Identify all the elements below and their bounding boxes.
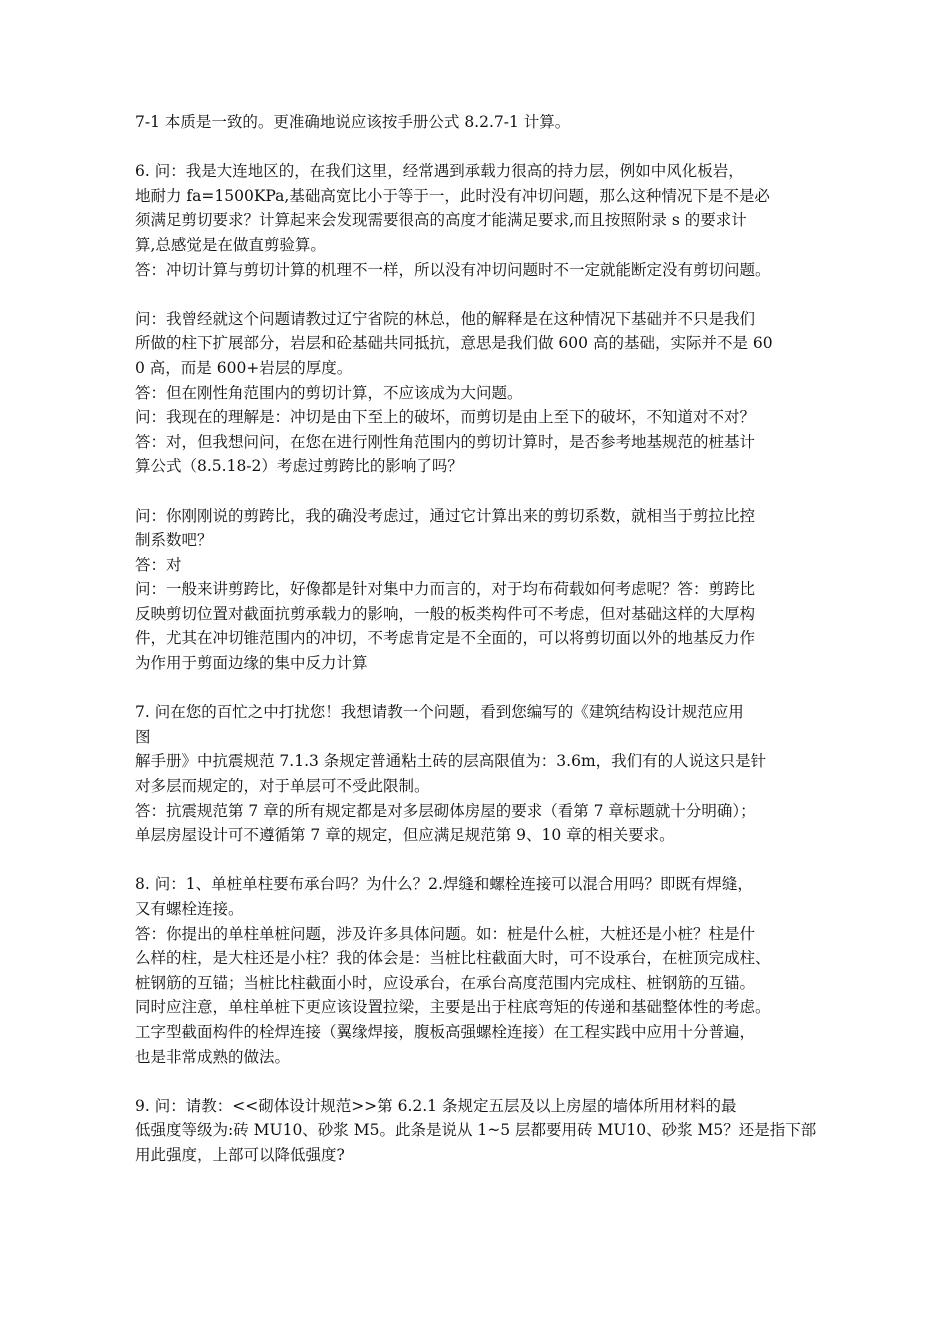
paragraph-gap: [135, 676, 825, 701]
text-line: 7. 问在您的百忙之中打扰您！我想请教一个问题，看到您编写的《建筑结构设计规范应用: [135, 703, 744, 722]
paragraph: [135, 504, 825, 676]
text-line: 问：你刚刚说的剪跨比，我的确没考虑过，通过它计算出来的剪切系数，就相当于剪拉比控: [135, 506, 756, 525]
paragraph: [135, 1094, 825, 1168]
text-line: 地耐力 fa=1500KPa,基础高宽比小于等于一，此时没有冲切问题，那么这种情况下是不是必: [135, 186, 770, 205]
text-line: 问：我现在的理解是：冲切是由下至上的破坏，而剪切是由上至下的破坏，不知道对不对？: [135, 408, 756, 427]
text-line: 算公式（8.5.18-2）考虑过剪跨比的影响了吗？: [135, 457, 463, 476]
paragraph: [135, 307, 825, 479]
document-page: [135, 110, 825, 1168]
paragraph-gap: [135, 282, 825, 307]
text-line: 用此强度，上部可以降低强度?: [135, 1145, 345, 1164]
text-line: 算,总感觉是在做直剪验算。: [135, 235, 326, 254]
text-line: 解手册》中抗震规范 7.1.3 条规定普通粘土砖的层高限值为：3.6m，我们有的人说这只是针: [135, 752, 767, 771]
text-line: 答：抗震规范第 7 章的所有规定都是对多层砌体房屋的要求（看第 7 章标题就十分明确）；: [135, 801, 756, 820]
text-line: 么样的柱，是大柱还是小柱？我的体会是：当桩比柱截面大时，可不设承台，在桩顶完成柱、: [135, 949, 771, 968]
text-line: 6. 问：我是大连地区的，在我们这里，经常遇到承载力很高的持力层，例如中风化板岩，: [135, 162, 744, 181]
paragraph: [135, 872, 825, 1069]
text-line: 答：对，但我想问问，在您在进行刚性角范围内的剪切计算时，是否参考地基规范的桩基计: [135, 432, 756, 451]
paragraph-gap: [135, 135, 825, 160]
paragraph: [135, 159, 825, 282]
text-line: 低强度等级为:砖 MU10、砂浆 M5。此条是说从 1~5 层都要用砖 MU10、砂浆 M5？还是指下部: [135, 1121, 817, 1140]
text-line: 答：但在刚性角范围内的剪切计算，不应该成为大问题。: [135, 383, 523, 402]
text-line: 同时应注意，单柱单桩下更应该设置拉梁，主要是出于柱底弯矩的传递和基础整体性的考虑。: [135, 998, 771, 1017]
text-line: 对多层而规定的，对于单层可不受此限制。: [135, 777, 430, 796]
paragraph-gap: [135, 848, 825, 873]
text-line: 为作用于剪面边缘的集中反力计算: [135, 654, 368, 673]
text-line: 8. 问：1、单桩单柱要布承台吗？为什么？2.焊缝和螺栓连接可以混合用吗？即既有焊缝，: [135, 875, 753, 894]
text-line: 问：我曾经就这个问题请教过辽宁省院的林总，他的解释是在这种情况下基础并不只是我们: [135, 309, 756, 328]
text-line: 答：对: [135, 555, 182, 574]
text-line: 反映剪切位置对截面抗剪承载力的影响，一般的板类构件可不考虑，但对基础这样的大厚构: [135, 604, 756, 623]
text-line: 所做的柱下扩展部分，岩层和砼基础共同抵抗，意思是我们做 600 高的基础，实际并不是 60: [135, 334, 773, 353]
paragraph-gap: [135, 1069, 825, 1094]
paragraph-gap: [135, 479, 825, 504]
text-line: 答：冲切计算与剪切计算的机理不一样，所以没有冲切问题时不一定就能断定没有剪切问题。: [135, 260, 771, 279]
text-line: 桩钢筋的互锚；当桩比柱截面小时，应设承台，在承台高度范围内完成柱、桩钢筋的互锚。: [135, 973, 756, 992]
text-line: 图: [135, 727, 151, 746]
paragraph: [135, 110, 825, 135]
text-line: 制系数吧？: [135, 531, 213, 550]
text-line: 件，尤其在冲切锥范围内的冲切，不考虑肯定是不全面的，可以将剪切面以外的地基反力作: [135, 629, 756, 648]
text-line: 9. 问：请教：<<砌体设计规范>>第 6.2.1 条规定五层及以上房屋的墙体所用材料的最: [135, 1096, 737, 1115]
text-line: 又有螺栓连接。: [135, 900, 244, 918]
text-line: 须满足剪切要求？计算起来会发现需要很高的高度才能满足要求,而且按照附录 s 的要求计: [135, 211, 747, 230]
text-line: 7-1 本质是一致的。更准确地说应该按手册公式 8.2.7-1 计算。: [135, 113, 571, 131]
text-line: 答：你提出的单柱单桩问题，涉及许多具体问题。如：桩是什么桩，大桩还是小桩？柱是什: [135, 924, 756, 943]
text-line: 也是非常成熟的做法。: [135, 1047, 291, 1066]
text-line: 问：一般来讲剪跨比，好像都是针对集中力而言的，对于均布荷载如何考虑呢？答：剪跨比: [135, 580, 756, 599]
text-line: 工字型截面构件的栓焊连接（翼缘焊接，腹板高强螺栓连接）在工程实践中应用十分普遍，: [135, 1022, 756, 1041]
paragraph: [135, 700, 825, 848]
text-line: 单层房屋设计可不遵循第 7 章的规定，但应满足规范第 9、10 章的相关要求。: [135, 826, 675, 845]
text-line: 0 高，而是 600+岩层的厚度。: [135, 358, 353, 377]
